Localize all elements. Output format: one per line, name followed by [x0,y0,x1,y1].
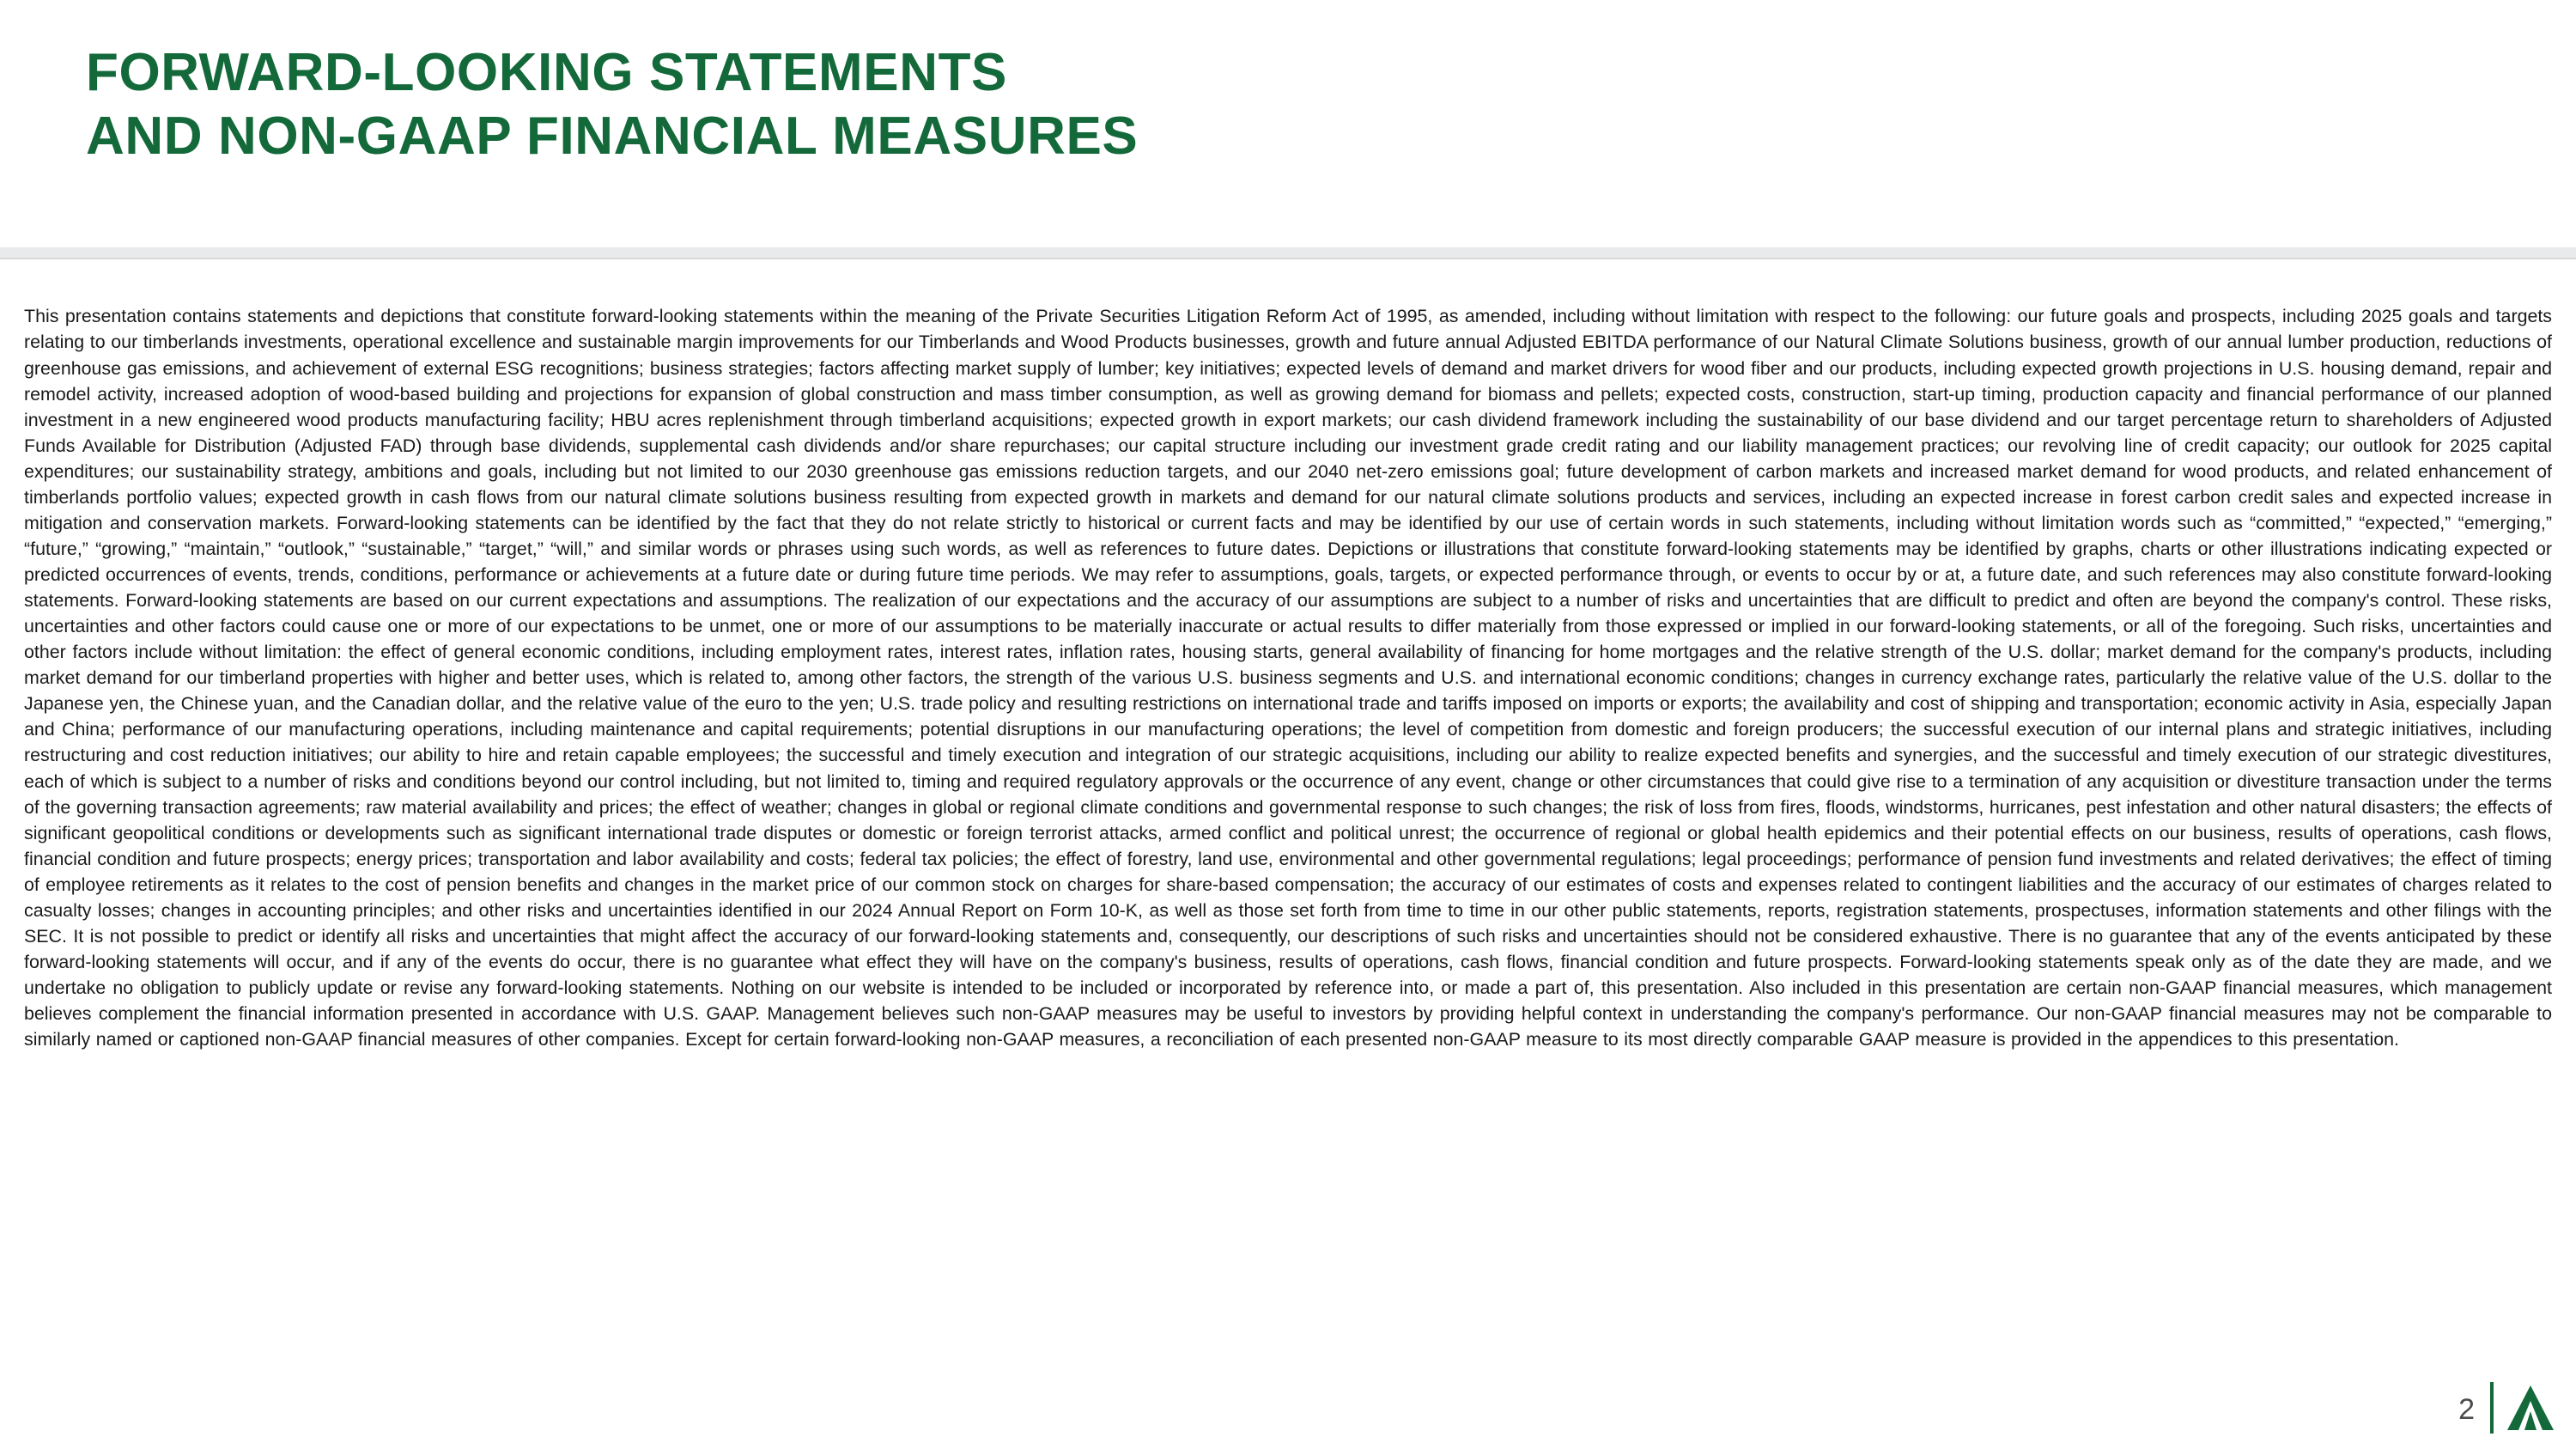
title-divider-rule [0,258,2576,259]
logo-divider-bar [2490,1382,2494,1434]
disclaimer-body [24,285,2552,1393]
page-number: 2 [2458,1393,2475,1426]
page-title [86,41,2147,169]
page-title-line-1: FORWARD-LOOKING STATEMENTS [86,43,1007,102]
disclaimer-paragraph: This presentation contains statements and depictions that constitute forward-looking statements within the meaning of the Private Securities Litigation Reform Act of 1995, as amended, including without limitation with respect to the following: our future goals and prospects, including 2025 goals and targets relating to our timberlands investments, operational excellence and sustainable margin improvements for our Timberlands and Wood Products businesses, growth and future annual Adjusted EBITDA performance of our Natural Climate Solutions business, growth of our annual lumber production, reductions of greenhouse gas emissions, and achievement of external ESG recognitions; business strategies; factors affecting market supply of lumber; key initiatives; expected levels of demand and market drivers for wood fiber and our products, including expected growth projections in U.S. housing demand, repair and remodel activity, increased adoption of wood-based building and projections for expansion of global construction and mass timber consumption, as well as growing demand for biomass and pellets; expected costs, construction, start-up timing, production capacity and financial performance of our planned investment in a new engineered wood products manufacturing facility; HBU acres replenishment through timberland acquisitions; expected growth in export markets; our cash dividend framework including the sustainability of our base dividend and our target percentage return to shareholders of Adjusted Funds Available for Distribution (Adjusted FAD) through base dividends, supplemental cash dividends and/or share repurchases; our capital structure including our investment grade credit rating and our liability management practices; our revolving line of credit capacity; our outlook for 2025 capital expenditures; our sustainability strategy, ambitions and goals, including but not limited to our 2030 greenhouse gas emissions reduction targets, and our 2040 net-zero emissions goal; future development of carbon markets and increased market demand for wood products, and related enhancement of timberlands portfolio values; expected growth in cash flows from our natural climate solutions business resulting from expected growth in markets and demand for our natural climate solutions products and services, including an expected increase in forest carbon credit sales and expected increase in mitigation and conservation markets. Forward-looking statements can be identified by the fact that they do not relate strictly to historical or current facts and may be identified by our use of certain words in such statements, including without limitation words such as “committed,” “expected,” “emerging,” “future,” “growing,” “maintain,” “outlook,” “sustainable,” “target,” “will,” and similar words or phrases using such words, as well as references to future dates. Depictions or illustrations that constitute forward-looking statements may be identified by graphs, charts or other illustrations indicating expected or predicted occurrences of events, trends, conditions, performance or achievements at a future date or during future time periods. We may refer to assumptions, goals, targets, or expected performance through, or events to occur by or at, a future date, and such references may also constitute forward-looking statements. Forward-looking statements are based on our current expectations and assumptions. The realization of our expectations and the accuracy of our assumptions are subject to a number of risks and uncertainties that are difficult to predict and often are beyond the company's control. These risks, uncertainties and other factors could cause one or more of our expectations to be unmet, one or more of our assumptions to be materially inaccurate or actual results to differ materially from those expressed or implied in our forward-looking statements, or all of the foregoing. Such risks, uncertainties and other factors include without limitation: the effect of general economic conditions, including employment rates, interest rates, inflation rates, housing starts, general availability of financing for home mortgages and the relative strength of the U.S. dollar; market demand for the company's products, including market demand for our timberland properties with higher and better uses, which is related to, among other factors, the strength of the various U.S. business segments and U.S. and international economic conditions; changes in currency exchange rates, particularly the relative value of the U.S. dollar to the Japanese yen, the Chinese yuan, and the Canadian dollar, and the relative value of the euro to the yen; U.S. trade policy and resulting restrictions on international trade and tariffs imposed on imports or exports; the availability and cost of shipping and transportation; economic activity in Asia, especially Japan and China; performance of our manufacturing operations, including maintenance and capital requirements; potential disruptions in our manufacturing operations; the level of competition from domestic and foreign producers; the successful execution of our internal plans and strategic initiatives, including restructuring and cost reduction initiatives; our ability to hire and retain capable employees; the successful and timely execution and integration of our strategic acquisitions, including our ability to realize expected benefits and synergies, and the successful and timely execution of our strategic divestitures, each of which is subject to a number of risks and conditions beyond our control including, but not limited to, timing and required regulatory approvals or the occurrence of any event, change or other circumstances that could give rise to a termination of any acquisition or divestiture transaction under the terms of the governing transaction agreements; raw material availability and prices; the effect of weather; changes in global or regional climate conditions and governmental response to such changes; the risk of loss from fires, floods, windstorms, hurricanes, pest infestation and other natural disasters; the effects of significant geopolitical conditions or developments such as significant international trade disputes or domestic or foreign terrorist attacks, armed conflict and political unrest; the occurrence of regional or global health epidemics and their potential effects on our business, results of operations, cash flows, financial condition and future prospects; energy prices; transportation and labor availability and costs; federal tax policies; the effect of forestry, land use, environmental and other governmental regulations; legal proceedings; performance of pension fund investments and related derivatives; the effect of timing of employee retirements as it relates to the cost of pension benefits and changes in the market price of our common stock on charges for share-based compensation; the accuracy of our estimates of costs and expenses related to contingent liabilities and the accuracy of our estimates of charges related to casualty losses; changes in accounting principles; and other risks and uncertainties identified in our 2024 Annual Report on Form 10-K, as well as those set forth from time to time in our other public statements, reports, registration statements, prospectuses, information statements and other filings with the SEC. It is not possible to predict or identify all risks and uncertainties that might affect the accuracy of our forward-looking statements and, consequently, our descriptions of such risks and uncertainties should not be considered exhaustive. There is no guarantee that any of the events anticipated by these forward-looking statements will occur, and if any of the events do occur, there is no guarantee what effect they will have on the company's business, results of operations, cash flows, financial condition and future prospects. Forward-looking statements speak only as of the date they are made, and we undertake no obligation to publicly update or revise any forward-looking statements. Nothing on our website is intended to be included or incorporated by reference into, or made a part of, this presentation. Also included in this presentation are certain non-GAAP financial measures, which management believes complement the financial information presented in accordance with U.S. GAAP. Management believes such non-GAAP measures may be useful to investors by providing helpful context in understanding the company's performance. Our non-GAAP financial measures may not be comparable to similarly named or captioned non-GAAP financial measures of other companies. Except for certain forward-looking non-GAAP measures, a reconciliation of each presented non-GAAP measure to its most directly comparable GAAP measure is provided in the appendices to this presentation. [24,306,2552,1050]
title-divider [0,247,2576,259]
weyerhaeuser-triangle-logo-icon [2504,1382,2557,1435]
page-title-line-2: AND NON-GAAP FINANCIAL MEASURES [86,107,1139,167]
